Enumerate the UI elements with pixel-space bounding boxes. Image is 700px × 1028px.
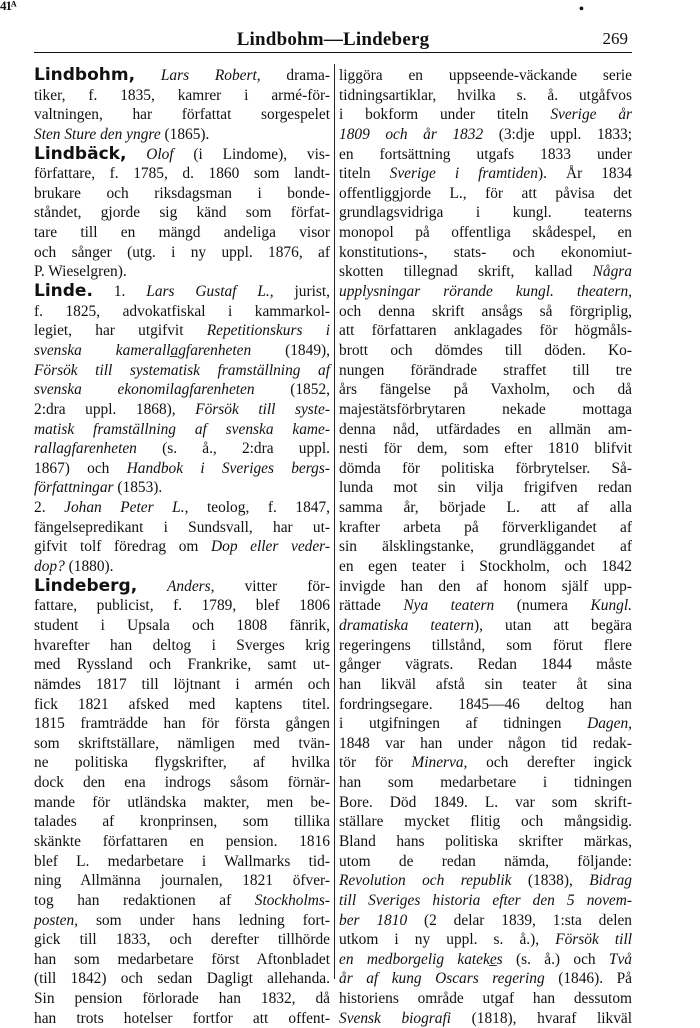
entry-headword: Linde.	[34, 281, 93, 302]
text-span: tog han redaktionen af	[34, 891, 255, 909]
text-line	[339, 616, 632, 636]
text-line	[339, 498, 632, 518]
text-line	[34, 1009, 330, 1028]
italic-title: Olof	[126, 145, 174, 163]
italic-title: Dagen,	[587, 715, 632, 733]
text-line	[34, 636, 330, 656]
italic-title: Dop eller veder-	[211, 538, 330, 556]
text-line	[34, 203, 330, 223]
text-line	[339, 223, 632, 243]
text-span: Sin pension förlorade han 1832, då	[34, 990, 330, 1008]
text-span: fick 1821 afsked med kaptens titel.	[34, 695, 330, 713]
text-line	[339, 66, 632, 86]
italic-title: Sten Sture den yngre	[34, 125, 161, 143]
italic-title: Försök till	[555, 931, 632, 949]
text-line	[339, 302, 632, 322]
text-span: majestätsförbrytaren nekade mottaga	[339, 400, 632, 418]
text-span: jurist,	[273, 283, 330, 301]
italic-title: matisk framställning af svenska kame-	[34, 420, 330, 438]
text-span: (1846). På	[544, 970, 632, 988]
text-line	[339, 420, 632, 440]
text-span: gifvit tolf föredrag om	[34, 538, 212, 556]
text-span: (1853).	[113, 479, 163, 497]
text-span: (i Lindome), vis-	[173, 145, 330, 163]
left-column	[34, 66, 330, 1028]
text-line	[339, 675, 632, 695]
text-line	[34, 969, 330, 989]
text-line	[34, 714, 330, 734]
text-line	[34, 380, 330, 400]
text-span: och denna skrift ansågs så förgriplig,	[339, 302, 632, 320]
italic-title: Några	[592, 263, 632, 281]
text-line	[34, 695, 330, 715]
entry-headword: Lindeberg,	[34, 575, 138, 596]
text-span: som under hans ledning fort-	[78, 911, 330, 929]
text-span: historiens område utgaf han dessutom	[339, 990, 632, 1008]
text-span: liggöra en uppseende-väckande serie	[339, 67, 632, 84]
page-corner-mark: 41ᴬ	[0, 0, 16, 13]
text-line	[34, 577, 330, 597]
text-span: titeln	[339, 165, 390, 183]
italic-title: dop?	[34, 558, 65, 576]
text-line	[339, 439, 632, 459]
text-line	[339, 184, 632, 204]
italic-title: Anders,	[137, 577, 215, 595]
text-line	[34, 341, 330, 361]
text-span: 1867) och	[34, 459, 127, 477]
text-line	[34, 321, 330, 341]
text-span: gånger vägrats. Redan 1844 måste	[339, 656, 632, 674]
text-line	[339, 321, 632, 341]
text-line	[339, 753, 632, 773]
text-line	[339, 734, 632, 754]
text-span: skotten tillegnad skrift, kallad	[339, 263, 593, 281]
italic-title: svenska kameralla̲gfarenheten	[34, 341, 252, 359]
text-line	[34, 616, 330, 636]
text-span: att författaren anklagades för högmåls-	[339, 322, 632, 340]
page-number: 269	[602, 29, 628, 48]
text-span: dömda för politiska förbrytelser. Så-	[339, 459, 632, 477]
text-line	[339, 812, 632, 832]
text-span: valtningen, har författat sorgespelet	[34, 106, 330, 124]
text-line	[339, 577, 632, 597]
text-span: 2:dra uppl. 1868),	[34, 400, 196, 418]
text-span: 1.	[92, 283, 126, 301]
text-line	[34, 596, 330, 616]
text-span: tidningsartiklar, hvilka s. å. utgåfvos	[339, 86, 632, 104]
text-span: brott och dömdes till döden. Ko-	[339, 341, 632, 359]
italic-title: Bidrag	[589, 872, 632, 890]
text-line	[34, 557, 330, 577]
italic-title: dramatiska teatern	[339, 616, 474, 634]
text-span: nungen förändrade straffet till tre	[339, 361, 632, 379]
text-line	[339, 832, 632, 852]
italic-title: en medborgelig kateke̲s	[339, 950, 503, 968]
text-span: samma år, började L. att af alla	[339, 499, 632, 517]
text-span: skänkte författaren en pension. 1816	[34, 832, 330, 850]
text-span: (3:dje uppl. 1833;	[483, 125, 632, 143]
text-line	[339, 655, 632, 675]
text-span: lunda mot sin vilja frigifven redan	[339, 479, 632, 497]
column-divider	[334, 64, 335, 979]
italic-title: Lars Gustaf L.,	[125, 283, 274, 301]
text-line	[339, 636, 632, 656]
italic-title: Sverige i framtiden	[389, 165, 538, 183]
text-line	[34, 302, 330, 322]
text-span: (1852,	[254, 381, 330, 399]
text-line	[34, 773, 330, 793]
text-span: (numera	[494, 597, 591, 615]
text-span: nämdes 1817 till löjtnant i armén och	[34, 675, 330, 693]
text-span: i utgifningen af tidningen	[339, 715, 588, 733]
text-span: dock den ena indrogs såsom förnär-	[34, 774, 330, 792]
text-span: (1838),	[511, 872, 590, 890]
text-line	[339, 478, 632, 498]
italic-title: författningar	[34, 479, 114, 497]
text-line	[339, 714, 632, 734]
text-span: nesti för dem, som efter 1810 blifvit	[339, 440, 632, 458]
text-span: ). År 1834	[537, 165, 632, 183]
text-line	[339, 891, 632, 911]
text-line	[34, 86, 330, 106]
text-line	[34, 950, 330, 970]
text-line	[339, 341, 632, 361]
text-line	[34, 753, 330, 773]
text-line	[34, 164, 330, 184]
text-line	[339, 86, 632, 106]
italic-title: Minerva,	[411, 754, 468, 772]
text-span: 1815 framträdde han för första gången	[34, 715, 330, 733]
text-line	[34, 420, 330, 440]
text-line	[339, 537, 632, 557]
header-title: Lindbohm—Lindeberg	[236, 29, 430, 50]
text-span: hvarefter han deltog i Sverges krig	[34, 636, 330, 654]
entry-headword: Lindbäck,	[34, 143, 127, 164]
text-span: monopol på offentliga skådespel, en	[339, 224, 632, 242]
text-span: legiet, har utgifvit	[34, 322, 207, 340]
text-line	[34, 223, 330, 243]
text-line	[34, 537, 330, 557]
text-span: Bland hans politiska skrifter märkas,	[339, 832, 632, 850]
text-line	[34, 871, 330, 891]
text-line	[34, 675, 330, 695]
italic-title: 1809 och år 1832	[339, 125, 484, 143]
text-line	[34, 832, 330, 852]
text-span: mande för utländska makter, men be-	[34, 793, 330, 811]
entry-headword: Lindbohm,	[34, 65, 136, 85]
text-span: P. Wieselgren).	[34, 263, 127, 281]
italic-title: Två	[608, 950, 632, 968]
text-line	[34, 184, 330, 204]
text-span: brukare och riksdagsman i bonde-	[34, 184, 330, 202]
text-span: (1880).	[64, 558, 114, 576]
text-span: gick till 1833, och derefter tillhörde	[34, 931, 330, 949]
text-line	[34, 400, 330, 420]
text-line	[339, 911, 632, 931]
text-line	[34, 66, 330, 86]
italic-title: Nya teatern	[403, 597, 495, 615]
text-span: och derefter ingick	[467, 754, 632, 772]
text-span: regeringens tillstånd, som förut flere	[339, 636, 632, 654]
text-line	[34, 361, 330, 381]
text-line	[339, 1009, 632, 1028]
italic-title: ber 1810	[339, 911, 408, 929]
italic-title: Försök till syste-	[195, 400, 330, 418]
text-line	[34, 478, 330, 498]
text-line	[339, 361, 632, 381]
text-span: sin älsklingstanke, grundläggandet af	[339, 538, 632, 556]
text-span: ne politiska flygskrifter, af hvilka	[34, 754, 330, 772]
text-span: en fortsättning utgafs 1833 under	[339, 145, 632, 163]
text-span: fordringsegare. 1845—46 deltog han	[339, 695, 632, 713]
running-header	[34, 26, 632, 53]
text-line	[34, 125, 330, 145]
text-span: (s. å.) och	[502, 950, 609, 968]
italic-title: svenska ekonomilagfarenheten	[34, 381, 255, 399]
text-span: (1865).	[160, 125, 210, 143]
text-span: års fängelse på Vaxholm, och då	[339, 381, 632, 399]
italic-title: upplysningar rörande kungl. theatern,	[339, 283, 632, 301]
text-span: invigde han den af honom själf upp-	[339, 577, 632, 595]
text-span: ning Allmänna journalen, 1821 öfver-	[34, 872, 330, 890]
text-line	[339, 773, 632, 793]
italic-title: Sverige år	[550, 106, 633, 124]
text-line	[339, 969, 632, 989]
text-span: student i Upsala och 1808 fänrik,	[34, 616, 330, 634]
text-line	[339, 105, 632, 125]
text-line	[339, 930, 632, 950]
text-span: f. 1825, advokatfiskal i kammarkol-	[34, 302, 330, 320]
text-line	[339, 145, 632, 165]
text-line	[339, 557, 632, 577]
text-line	[339, 243, 632, 263]
text-span: tör för	[339, 754, 412, 772]
text-line	[339, 989, 632, 1009]
text-span: grundlagsvidriga i kungl. teaterns	[339, 204, 632, 222]
text-span: 2.	[34, 499, 65, 517]
text-line	[339, 203, 632, 223]
italic-title: rallagfarenheten	[34, 440, 137, 458]
italic-title: Svensk biografi	[339, 1009, 452, 1027]
text-span: utkom i ny uppl. s. å.),	[339, 931, 556, 949]
text-span: fattare, publicist, f. 1789, blef 1806	[34, 597, 330, 615]
text-span: (1849),	[251, 341, 330, 359]
text-line	[339, 871, 632, 891]
text-span: en egen teater i Stockholm, och 1842	[339, 558, 632, 576]
text-span: med Ryssland och Frankrike, samt ut-	[34, 656, 330, 674]
text-span: Bore. Död 1849. L. var som skrift-	[339, 793, 632, 811]
text-span: utom de redan nämda, följande:	[339, 852, 632, 870]
text-line	[339, 950, 632, 970]
text-span: han som medarbetare i tidningen	[339, 774, 632, 792]
text-line	[34, 439, 330, 459]
right-column	[339, 66, 632, 1028]
text-span: tiker, f. 1835, kamrer i armé-för-	[34, 86, 330, 104]
text-span: (1818), hvaraf likväl	[451, 1009, 632, 1027]
text-span: blef L. medarbetare i Wallmarks tid-	[34, 852, 330, 870]
ink-dot: •	[579, 2, 584, 17]
text-line	[34, 498, 330, 518]
text-span: ståndet, gjorde sig känd som förfat-	[34, 204, 330, 222]
text-span: och sånger (utg. i ny uppl. 1876, af	[34, 243, 330, 261]
text-line	[339, 695, 632, 715]
italic-title: år af kung Oscars regering	[339, 970, 545, 988]
text-line	[339, 852, 632, 872]
text-line	[34, 145, 330, 165]
text-line	[34, 793, 330, 813]
text-line	[34, 105, 330, 125]
italic-title: Handbok i Sveriges bergs-	[126, 459, 330, 477]
text-span: krafter arbeta på förverkligandet af	[339, 518, 632, 536]
text-line	[339, 125, 632, 145]
text-span: författare, f. 1785, d. 1860 som landt-	[34, 165, 330, 183]
text-span: (2 delar 1839, 1:sta delen	[407, 911, 632, 929]
italic-title: till Sveriges historia efter den 5 novem-	[339, 891, 632, 909]
italic-title: posten,	[34, 911, 79, 929]
italic-title: Försök till systematisk framställning af	[34, 361, 330, 379]
text-span: 1848 var han under någon tid redak-	[339, 734, 632, 752]
text-line	[339, 518, 632, 538]
italic-title: Lars Robert,	[135, 67, 261, 84]
text-span: ställare mycket flitig och mångsidig.	[339, 813, 632, 831]
text-line	[339, 164, 632, 184]
text-span: (till 1842) och sedan Dagligt allehanda.	[34, 970, 330, 988]
italic-title: Kungl.	[590, 597, 632, 615]
text-line	[34, 930, 330, 950]
text-span: som skriftställare, nämligen med tvän-	[34, 734, 330, 752]
text-span: (s. å., 2:dra uppl.	[136, 440, 330, 458]
text-span: offentliggjorde L., för att påvisa det	[339, 184, 632, 202]
text-line	[339, 596, 632, 616]
text-line	[339, 282, 632, 302]
text-span: han trots hotelser fortfor att offent-	[34, 1009, 330, 1027]
text-line	[339, 793, 632, 813]
text-span: han som medarbetare först Aftonbladet	[34, 950, 330, 968]
text-line	[34, 282, 330, 302]
text-line	[34, 852, 330, 872]
text-span: i bokform under titeln	[339, 106, 551, 124]
italic-title: Johan Peter L.,	[64, 499, 189, 517]
text-span: vitter för-	[214, 577, 330, 595]
text-span: teolog, f. 1847,	[188, 499, 331, 517]
text-line	[339, 262, 632, 282]
text-span: talades af kronprinsen, som tillika	[34, 813, 330, 831]
text-line	[34, 459, 330, 479]
text-span: denna nåd, utfärdades en allmän am-	[339, 420, 632, 438]
text-span: konstitutions-, stats- och ekonomiut-	[339, 243, 632, 261]
text-line	[339, 400, 632, 420]
text-line	[34, 734, 330, 754]
text-line	[339, 380, 632, 400]
text-line	[34, 655, 330, 675]
italic-title: Revolution och republik	[339, 872, 512, 890]
text-line	[34, 891, 330, 911]
italic-title: Stockholms-	[254, 891, 330, 909]
text-line	[34, 812, 330, 832]
text-span: fängelsepredikant i Sundsvall, har ut-	[34, 518, 330, 536]
text-span: ), utan att begära	[473, 616, 633, 634]
italic-title: Repetitionskurs i	[206, 322, 331, 340]
text-line	[34, 262, 330, 282]
text-line	[34, 989, 330, 1009]
text-line	[339, 459, 632, 479]
text-line	[34, 518, 330, 538]
text-line	[34, 243, 330, 263]
text-span: drama-	[260, 67, 330, 84]
text-span: tare till en mängd andeliga visor	[34, 224, 330, 242]
text-line	[34, 911, 330, 931]
text-span: rättade	[339, 597, 404, 615]
text-span: han likväl afstå sin teater åt sina	[339, 675, 632, 693]
